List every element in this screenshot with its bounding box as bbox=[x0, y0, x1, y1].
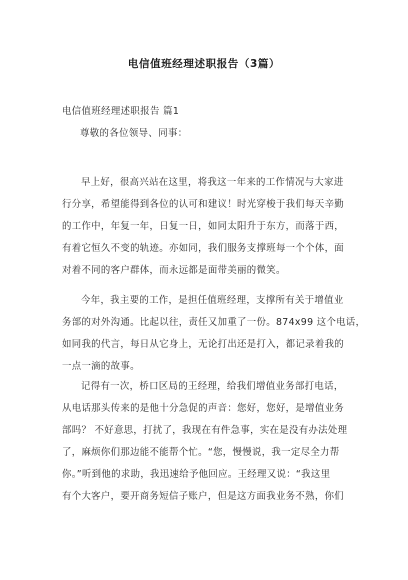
paragraph-line: 有个大客户，要开商务短信子账户，但是这方面我业务不熟，你们 bbox=[62, 491, 345, 502]
paragraph-line: 有着它恒久不变的轨迹。亦如同，我们服务支撑班每一个个体，面 bbox=[62, 243, 345, 254]
paragraph-line: 记得有一次，桥口区局的王经理，给我们增值业务部打电话， bbox=[81, 381, 344, 392]
paragraph-line: 从电话那头传来的是他十分急促的声音：您好，您好，是增值业务 bbox=[62, 403, 345, 414]
document-title: 电信值班经理述职报告（3篇） bbox=[127, 58, 281, 70]
section-heading: 电信值班经理述职报告 篇1 bbox=[62, 106, 180, 117]
paragraph-line: 一点一滴的故事。 bbox=[62, 361, 140, 372]
paragraph-line: 部吗？ 不好意思，打扰了，我现在有件急事，实在是没有办法处理 bbox=[62, 425, 348, 436]
salutation: 尊敬的各位领导、同事： bbox=[80, 128, 188, 139]
paragraph-1 bbox=[62, 172, 362, 282]
paragraph-3 bbox=[62, 376, 362, 508]
paragraph-line: 的工作中，年复一年，日复一日，如同太阳升于东方，而落于西， bbox=[62, 221, 345, 232]
paragraph-line: 如同我的代言，每日从它身上，无论打出还是打入，都记录着我的 bbox=[62, 339, 345, 350]
paragraph-line: 对着不同的客户群体，而永远都是面带美丽的微笑。 bbox=[62, 265, 286, 276]
paragraph-2 bbox=[62, 290, 366, 378]
paragraph-line: 行分享，希望能得到各位的认可和建议！时光穿梭于我们每天辛勤 bbox=[62, 199, 345, 210]
paragraph-line: 务部的对外沟通。比起以往，责任又加重了一份。874x99 这个电话， bbox=[62, 317, 366, 328]
paragraph-line: 今年，我主要的工作，是担任值班经理，支撑所有关于增值业 bbox=[81, 295, 344, 306]
paragraph-line: 了，麻烦你们那边能不能帮个忙。“您，慢慢说，我一定尽全力帮 bbox=[62, 447, 340, 458]
paragraph-line: 早上好，很高兴站在这里，将我这一年来的工作情况与大家进 bbox=[81, 177, 344, 188]
paragraph-line: 你。”听到他的求助，我迅速给予他回应。王经理又说：“我这里 bbox=[62, 469, 331, 480]
